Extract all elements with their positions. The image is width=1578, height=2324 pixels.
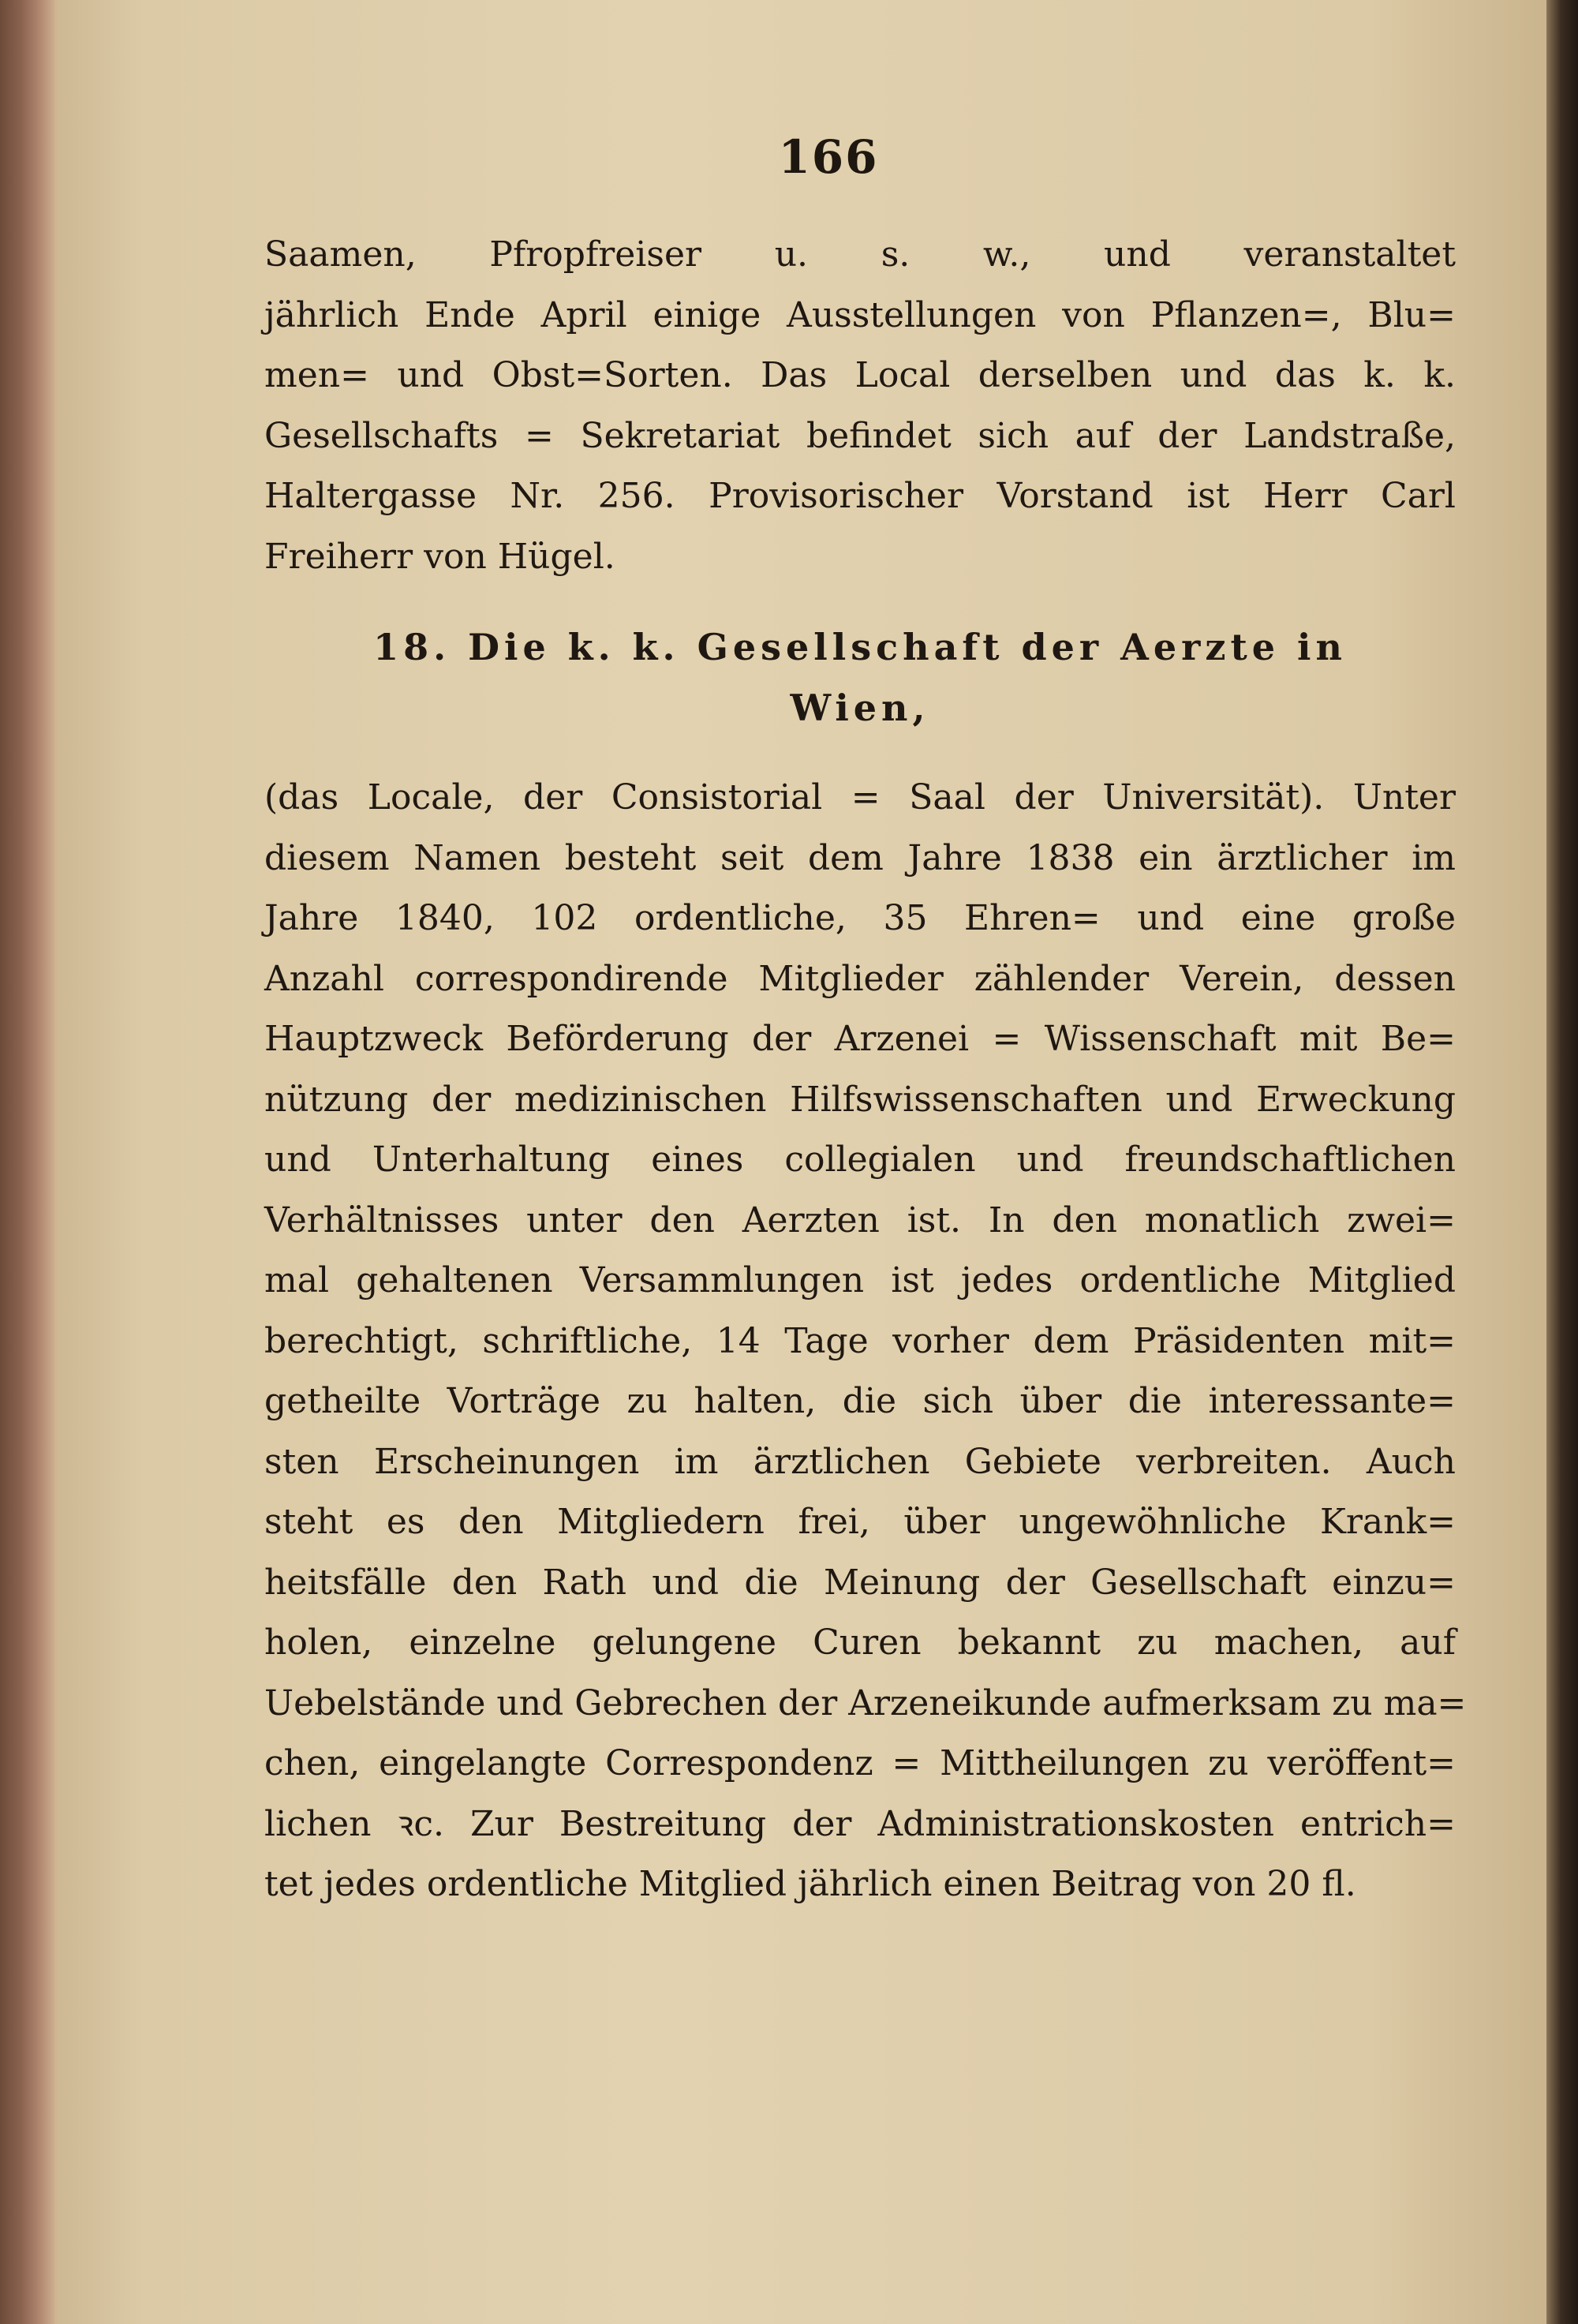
text-line: Hauptzweck Beförderung der Arzenei = Wissenschaft mit Be= bbox=[264, 1019, 1456, 1059]
text-line: berechtigt, schriftliche, 14 Tage vorher dem Präsidenten mit= bbox=[264, 1320, 1456, 1361]
text-line: heitsfälle den Rath und die Meinung der Gesellschaft einzu= bbox=[264, 1562, 1456, 1603]
paragraph-2 bbox=[264, 768, 1467, 1915]
text-line: getheilte Vorträge zu halten, die sich über die interessante= bbox=[264, 1381, 1456, 1421]
text-line: jährlich Ende April einige Ausstellungen von Pflanzen=, Blu= bbox=[264, 294, 1456, 335]
text-line: steht es den Mitgliedern frei, über ungewöhnliche Krank= bbox=[264, 1502, 1456, 1542]
text-line: (das Locale, der Consistorial = Saal der Universität). Unter bbox=[264, 777, 1456, 818]
spacer bbox=[264, 738, 1456, 768]
section-heading bbox=[264, 617, 1456, 738]
text-line: tet jedes ordentliche Mitglied jährlich einen Beitrag von 20 fl. bbox=[264, 1864, 1356, 1904]
text-line: mal gehaltenen Versammlungen ist jedes ordentliche Mitglied bbox=[264, 1260, 1456, 1300]
text-line: und Unterhaltung eines collegialen und freundschaftlichen bbox=[264, 1140, 1456, 1180]
text-line: Uebelstände und Gebrechen der Arzeneikunde aufmerksam zu ma= bbox=[264, 1682, 1467, 1723]
text-line: Saamen, Pfropfreiser u. s. w., und veranstaltet bbox=[264, 234, 1456, 275]
text-line: Freiherr von Hügel. bbox=[264, 536, 615, 577]
book-spine-edge bbox=[0, 0, 55, 2324]
book-fore-edge bbox=[1546, 0, 1578, 2324]
text-line: chen, eingelangte Correspondenz = Mittheilungen zu veröffent= bbox=[264, 1743, 1456, 1783]
text-line: Haltergasse Nr. 256. Provisorischer Vorstand ist Herr Carl bbox=[264, 476, 1456, 516]
spacer bbox=[264, 587, 1456, 617]
text-line: Gesellschafts = Sekretariat befindet sich auf der Landstraße, bbox=[264, 415, 1456, 456]
paragraph-1 bbox=[264, 225, 1456, 587]
text-line: lichen ꝛc. Zur Bestreitung der Administrationskosten entrich= bbox=[264, 1803, 1456, 1844]
text-line: sten Erscheinungen im ärztlichen Gebiete verbreiten. Auch bbox=[264, 1441, 1456, 1482]
page-number: 166 bbox=[778, 130, 879, 184]
heading-line: 18. Die k. k. Gesellschaft der Aerzte in bbox=[373, 626, 1347, 668]
text-line: Jahre 1840, 102 ordentliche, 35 Ehren= und eine große bbox=[264, 898, 1456, 938]
text-line: diesem Namen besteht seit dem Jahre 1838 ein ärztlicher im bbox=[264, 837, 1456, 878]
text-line: holen, einzelne gelungene Curen bekannt zu machen, auf bbox=[264, 1622, 1456, 1663]
text-line: Verhältnisses unter den Aerzten ist. In den monatlich zwei= bbox=[264, 1199, 1456, 1241]
text-line: Anzahl correspondirende Mitglieder zählender Verein, dessen bbox=[264, 958, 1456, 999]
text-line: nützung der medizinischen Hilfswissenschaften und Erweckung bbox=[264, 1079, 1456, 1120]
heading-line: Wien, bbox=[790, 686, 930, 729]
page-text bbox=[264, 225, 1467, 1915]
text-line: men= und Obst=Sorten. Das Local derselben und das k. k. bbox=[264, 355, 1456, 395]
